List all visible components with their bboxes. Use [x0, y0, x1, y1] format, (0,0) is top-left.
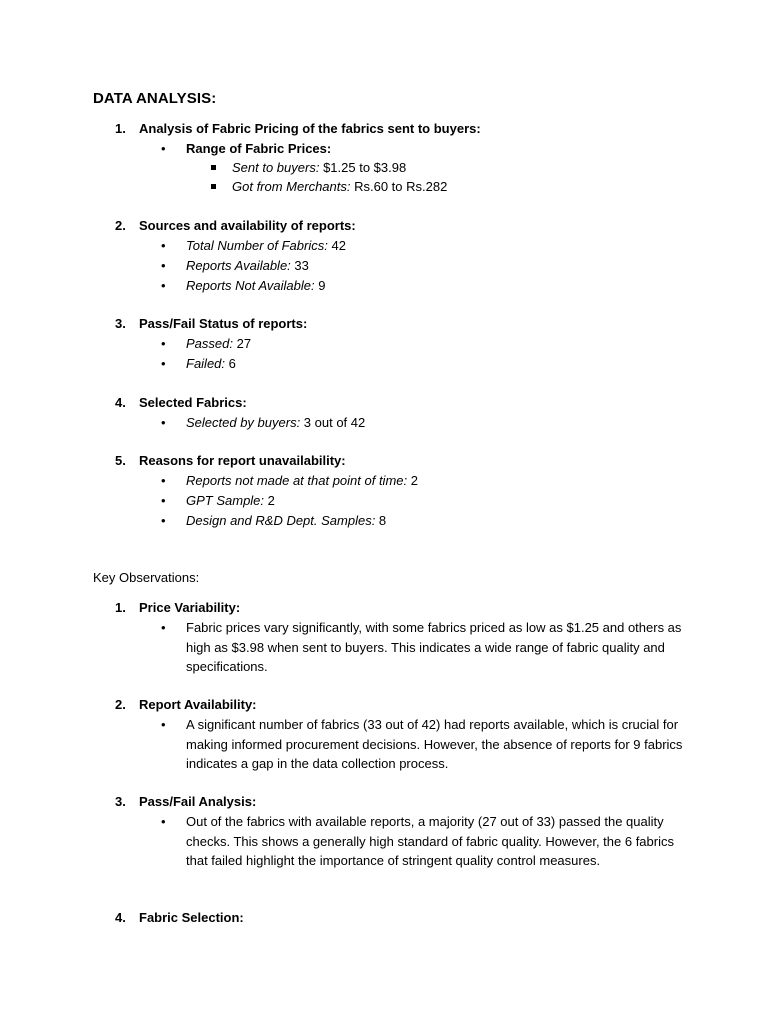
item-value: 2 [407, 473, 418, 488]
observation-2-heading: Report Availability: [139, 697, 257, 712]
item-value: $1.25 to $3.98 [319, 160, 407, 175]
item-label: GPT Sample: [186, 493, 265, 508]
item-label: Reports Not Available: [186, 278, 315, 293]
item-value: 33 [290, 258, 309, 273]
observation-2-text: A significant number of fabrics (33 out of 42) had reports available, which is crucial for making informed procurement decisions. However, the absence of reports for 9 fabrics indicates a gap in the data collection process. [186, 717, 683, 771]
observation-2-number: 2. [115, 697, 126, 712]
list-item [186, 356, 236, 371]
section-4-number: 4. [115, 395, 126, 410]
bullet-icon: • [161, 493, 166, 508]
item-value: 8 [375, 513, 387, 528]
item-label: Reports Available: [186, 258, 291, 273]
bullet-icon: • [161, 336, 166, 351]
item-label: Total Number of Fabrics: [186, 238, 328, 253]
list-item [186, 415, 365, 430]
item-label: Passed: [186, 336, 233, 351]
bullet-icon: • [161, 278, 166, 293]
section-2-heading: Sources and availability of reports: [139, 218, 356, 233]
item-value: 27 [232, 336, 252, 351]
section-5-heading: Reasons for report unavailability: [139, 453, 346, 468]
item-value: 2 [264, 493, 275, 508]
list-item [232, 160, 406, 175]
item-value: Rs.60 to Rs.282 [350, 179, 448, 194]
item-value: 3 out of 42 [300, 415, 366, 430]
bullet-icon: • [161, 620, 166, 635]
list-item [186, 473, 418, 488]
item-label: Got from Merchants: [232, 179, 351, 194]
square-bullet-icon [211, 165, 216, 170]
item-value: 42 [327, 238, 346, 253]
bullet-icon: • [161, 415, 166, 430]
observation-1-heading: Price Variability: [139, 600, 241, 615]
section-3-heading: Pass/Fail Status of reports: [139, 316, 308, 331]
list-item [186, 238, 346, 253]
item-value: 6 [225, 356, 236, 371]
bullet-icon: • [161, 258, 166, 273]
bullet-icon: • [161, 473, 166, 488]
list-item [186, 258, 309, 273]
list-item [232, 179, 447, 194]
bullet-icon: • [161, 356, 166, 371]
item-label: Design and R&D Dept. Samples: [186, 513, 376, 528]
bullet-icon: • [161, 814, 166, 829]
page-title: DATA ANALYSIS: [93, 90, 217, 107]
observation-4-heading: Fabric Selection: [139, 910, 244, 925]
item-value: 9 [314, 278, 326, 293]
observation-1-number: 1. [115, 600, 126, 615]
section-1-heading: Analysis of Fabric Pricing of the fabrics sent to buyers: [139, 121, 481, 136]
item-label: Sent to buyers: [232, 160, 320, 175]
square-bullet-icon [211, 184, 216, 189]
list-item [186, 493, 275, 508]
bullet-icon: • [161, 717, 166, 732]
observation-3-heading: Pass/Fail Analysis: [139, 794, 257, 809]
section-3-number: 3. [115, 316, 126, 331]
section-1-number: 1. [115, 121, 126, 136]
bullet-icon: • [161, 238, 166, 253]
item-label: Failed: [186, 356, 226, 371]
section-2-number: 2. [115, 218, 126, 233]
bullet-icon: • [161, 141, 166, 156]
section-5-number: 5. [115, 453, 126, 468]
observation-3-text: Out of the fabrics with available reports, a majority (27 out of 33) passed the quality checks. This shows a generally high standard of fabric quality. However, the 6 fabrics that failed highlight the importance of stringent quality control measures. [186, 814, 674, 868]
section-4-heading: Selected Fabrics: [139, 395, 247, 410]
list-item [186, 513, 386, 528]
item-label: Selected by buyers: [186, 415, 301, 430]
key-observations-title: Key Observations: [93, 570, 200, 585]
list-item [186, 336, 251, 351]
observation-4-number: 4. [115, 910, 126, 925]
observation-3-number: 3. [115, 794, 126, 809]
item-label: Reports not made at that point of time: [186, 473, 408, 488]
list-item [186, 278, 325, 293]
range-of-prices-heading: Range of Fabric Prices: [186, 141, 332, 156]
observation-1-text: Fabric prices vary significantly, with some fabrics priced as low as $1.25 and others as high as $3.98 when sent to buyers. This indicates a wide range of fabric quality and specifications. [186, 620, 682, 674]
bullet-icon: • [161, 513, 166, 528]
